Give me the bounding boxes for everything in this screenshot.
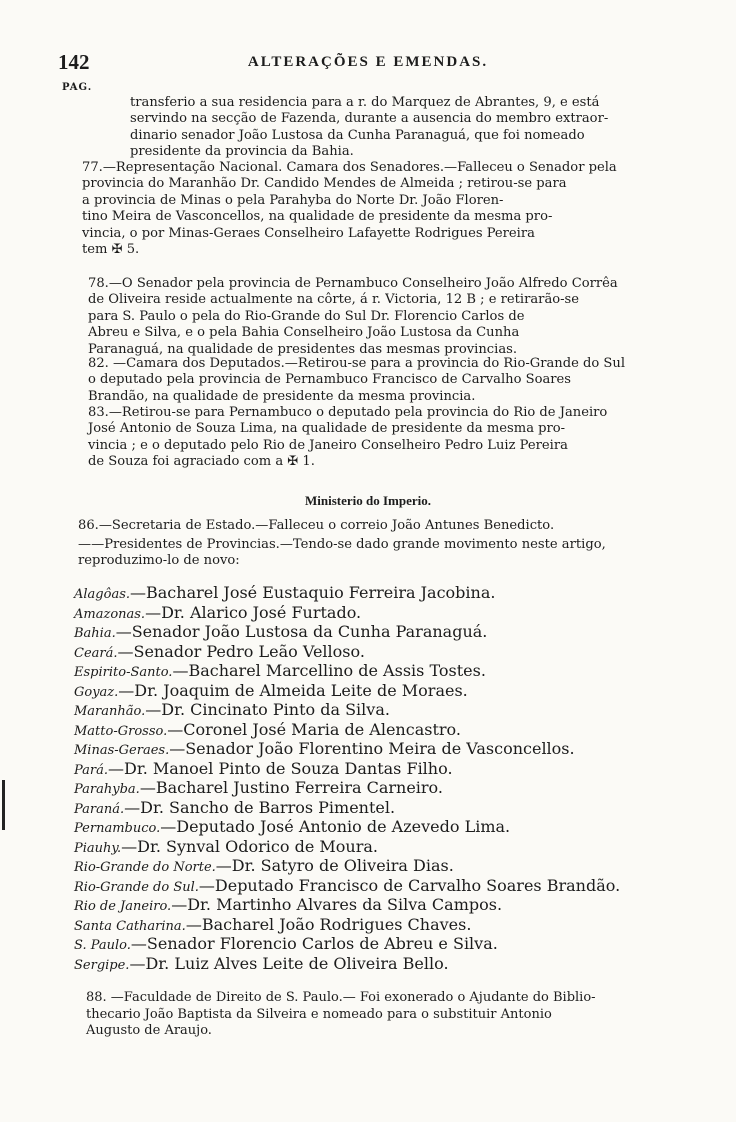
province-name: Minas-Geraes. xyxy=(74,743,170,758)
president-name: —Dr. Luiz Alves Leite de Oliveira Bello. xyxy=(129,953,449,973)
page-header xyxy=(0,50,736,80)
presidents-list xyxy=(74,583,714,973)
province-name: Bahia. xyxy=(74,626,116,641)
province-name: Rio-Grande do Sul. xyxy=(74,879,199,895)
president-name: —Coronel José Maria de Alencastro. xyxy=(167,719,461,739)
running-title: ALTERAÇÕES E EMENDAS. xyxy=(247,54,489,70)
province-name: Rio de Janeiro. xyxy=(74,899,172,914)
province-name: Amazonas. xyxy=(74,606,146,622)
president-entry xyxy=(74,778,714,798)
president-entry xyxy=(74,934,714,954)
province-name: Rio-Grande do Norte. xyxy=(74,860,216,875)
province-name: Espirito-Santo. xyxy=(74,665,173,680)
president-entry xyxy=(74,700,714,720)
president-entry xyxy=(74,915,714,935)
province-name: Parahyba. xyxy=(74,782,140,797)
president-name: —Bacharel José Eustaquio Ferreira Jacobina. xyxy=(130,583,496,602)
province-name: Sergipe. xyxy=(74,957,130,973)
president-name: —Senador João Florentino Meira de Vasconcellos. xyxy=(169,739,575,758)
president-name: —Dr. Joaquim de Almeida Leite de Moraes. xyxy=(118,680,468,700)
president-name: —Bacharel João Rodrigues Chaves. xyxy=(185,914,472,934)
president-entry xyxy=(74,798,714,818)
margin-mark xyxy=(2,780,5,830)
paragraph-86: 86.—Secretaria de Estado.—Falleceu o correio João Antunes Benedicto. xyxy=(78,518,555,533)
president-name: —Bacharel Marcellino de Assis Tostes. xyxy=(172,661,486,680)
president-name: —Dr. Satyro de Oliveira Dias. xyxy=(215,856,454,875)
president-name: —Dr. Cincinato Pinto da Silva. xyxy=(145,700,390,719)
president-name: —Dr. Manoel Pinto de Souza Dantas Filho. xyxy=(108,758,453,778)
president-name: —Deputado José Antonio de Azevedo Lima. xyxy=(160,817,511,836)
president-name: —Senador Pedro Leão Velloso. xyxy=(117,641,365,661)
president-entry xyxy=(74,622,714,642)
paragraph-83: 83.—Retirou-se para Pernambuco o deputado pela provincia do Rio de Janeiro José Antonio de Souza Lima, na qualidade de presidente da mesma pro- vincia ; e o deputado pelo Rio de Janeiro Conselheiro Pedro Luiz Pereira de Souza foi agraciado com a ✠ 1. xyxy=(88,405,608,470)
president-entry xyxy=(74,759,714,779)
province-name: Alagôas. xyxy=(74,587,130,602)
president-entry xyxy=(74,817,714,837)
president-entry xyxy=(74,876,714,896)
president-name: —Bacharel Justino Ferreira Carneiro. xyxy=(139,778,443,797)
paragraph-88: 88. —Faculdade de Direito de S. Paulo.— Foi exonerado o Ajudante do Biblio- thecario João Baptista da Silveira e nomeado para o substituir Antonio Augusto de Araujo. xyxy=(86,990,596,1038)
president-entry xyxy=(74,895,714,915)
paragraph-78: 78.—O Senador pela provincia de Pernambuco Conselheiro João Alfredo Corrêa de Oliveira reside actualmente na côrte, á r. Victoria, 12 B ; e retirarão-se para S. Paulo o pela do Rio-Grande do Sul Dr. Florencio Carlos de Abreu e Silva, e o pela Bahia Conselheiro João Lustosa da Cunha Paranaguá, na qualidade de presidentes das mesmas provincias. xyxy=(88,276,618,357)
president-name: —Dr. Martinho Alvares da Silva Campos. xyxy=(171,895,503,914)
president-entry xyxy=(74,720,714,740)
president-name: —Senador Florencio Carlos de Abreu e Silva. xyxy=(130,934,498,953)
paragraph-77: 77.—Representação Nacional. Camara dos Senadores.—Falleceu o Senador pela provincia do Maranhão Dr. Candido Mendes de Almeida ; retirou-se para a provincia de Minas o pela Parahyba do Norte Dr. João Floren- tino Meira de Vasconcellos, na qualidade de presidente da mesma pro- vincia, o por Minas-Geraes Conselheiro Lafayette Rodrigues Pereira tem ✠ 5. xyxy=(82,160,617,258)
president-entry xyxy=(74,642,714,662)
province-name: Pernambuco. xyxy=(74,821,161,836)
president-entry xyxy=(74,603,714,623)
province-name: Ceará. xyxy=(74,645,118,661)
paragraph-82: 82. —Camara dos Deputados.—Retirou-se para a provincia do Rio-Grande do Sul o deputado pela provincia de Pernambuco Francisco de Carvalho Soares Brandão, na qualidade de presidente da mesma provincia. xyxy=(88,356,626,404)
paragraph-continuation: transferio a sua residencia para a r. do Marquez de Abrantes, 9, e está servindo na secção de Fazenda, durante a ausencia do membro extraor- dinario senador João Lustosa da Cunha Paranaguá, que foi nomeado presidente da provincia da Bahia. xyxy=(130,95,609,160)
president-entry xyxy=(74,681,714,701)
president-name: —Dr. Sancho de Barros Pimentel. xyxy=(124,797,396,817)
president-entry xyxy=(74,856,714,876)
president-entry xyxy=(74,837,714,857)
province-name: Goyaz. xyxy=(74,684,119,700)
president-name: —Senador João Lustosa da Cunha Paranaguá. xyxy=(115,622,488,641)
presidents-intro: ——Presidentes de Provincias.—Tendo-se dado grande movimento neste artigo, reproduzimo-lo de novo: xyxy=(78,537,606,569)
province-name: Piauhy. xyxy=(74,840,122,856)
president-name: —Dr. Synval Odorico de Moura. xyxy=(121,836,378,856)
province-name: Santa Catharina. xyxy=(74,918,186,934)
page-number: 142 xyxy=(58,50,90,74)
pag-label: PAG. xyxy=(62,82,93,93)
province-name: Pará. xyxy=(74,762,109,778)
president-name: —Dr. Alarico José Furtado. xyxy=(145,602,362,622)
president-entry xyxy=(74,954,714,974)
province-name: S. Paulo. xyxy=(74,938,131,953)
president-entry xyxy=(74,661,714,681)
section-title: Ministerio do Imperio. xyxy=(304,493,431,508)
president-name: —Deputado Francisco de Carvalho Soares Brandão. xyxy=(198,875,621,895)
president-entry xyxy=(74,583,714,603)
province-name: Paraná. xyxy=(74,801,125,817)
president-entry xyxy=(74,739,714,759)
province-name: Matto-Grosso. xyxy=(74,723,168,739)
province-name: Maranhão. xyxy=(74,704,146,719)
